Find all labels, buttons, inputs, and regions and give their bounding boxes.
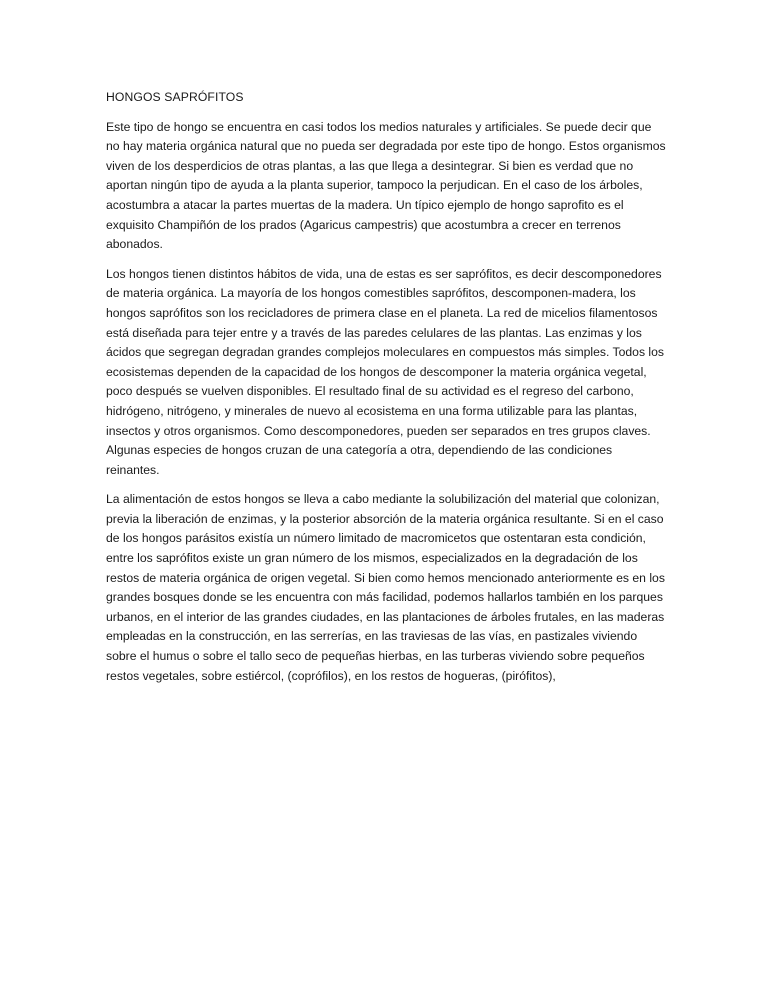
paragraph-intro: Este tipo de hongo se encuentra en casi todos los medios naturales y artificiales. Se puede decir que no hay materia orgánica natural que no pueda ser degradada por este tipo de hongo. Estos organismos viven de los desperdicios de otras plantas, a las que llega a desintegrar. Si bien es verdad que no aportan ningún tipo de ayuda a la planta superior, tampoco la perjudican. En el caso de los árboles, acostumbra a atacar la partes muertas de la madera. Un típico ejemplo de hongo saprofito es el exquisito Champiñón de los prados (Agaricus campestris) que acostumbra a crecer en terrenos abonados. xyxy=(106,119,666,252)
paragraph-feeding: La alimentación de estos hongos se lleva a cabo mediante la solubilización del material que colonizan, previa la liberación de enzimas, y la posterior absorción de la materia orgánica resultante. Si en el caso de los hongos parásitos existía un número limitado de macromicetos que ostentaran esta condición, entre los saprófitos existe un gran número de los mismos, especializados en la degradación de los restos de materia orgánica de origen vegetal. Si bien como hemos mencionado anteriormente es en los grandes bosques donde se les encuentra con más facilidad, podemos hallarlos también en los parques urbanos, en el interior de las grandes ciudades, en las plantaciones de árboles frutales, en las maderas empleadas en la construcción, en las serrerías, en las traviesas de las vías, en pastizales viviendo sobre el humus o sobre el tallo seco de pequeñas hierbas, en las turberas viviendo sobre pequeños restos vegetales, sobre estiércol, (coprófilos), en los restos de hogueras, (pirófitos), xyxy=(106,492,665,683)
paragraph-habits: Los hongos tienen distintos hábitos de vida, una de estas es ser saprófitos, es decir descomponedores de materia orgánica. La mayoría de los hongos comestibles saprófitos, descomponen-madera, los hongos saprófitos son los recicladores de primera clase en el planeta. La red de micelios filamentosos está diseñada para tejer entre y a través de las paredes celulares de las plantas. Las enzimas y los ácidos que segregan degradan grandes complejos moleculares en compuestos más simples. Todos los ecosistemas dependen de la capacidad de los hongos de descomponer la materia orgánica vegetal, poco después se vuelven disponibles. El resultado final de su actividad es el regreso del carbono, hidrógeno, nitrógeno, y minerales de nuevo al ecosistema en una forma utilizable para las plantas, insectos y otros organismos. Como descomponedores, pueden ser separados en tres grupos claves. Algunas especies de hongos cruzan de una categoría a otra, dependiendo de las condiciones reinantes. xyxy=(106,266,665,477)
document-title: HONGOS SAPRÓFITOS xyxy=(106,90,244,104)
document-body xyxy=(106,88,666,696)
